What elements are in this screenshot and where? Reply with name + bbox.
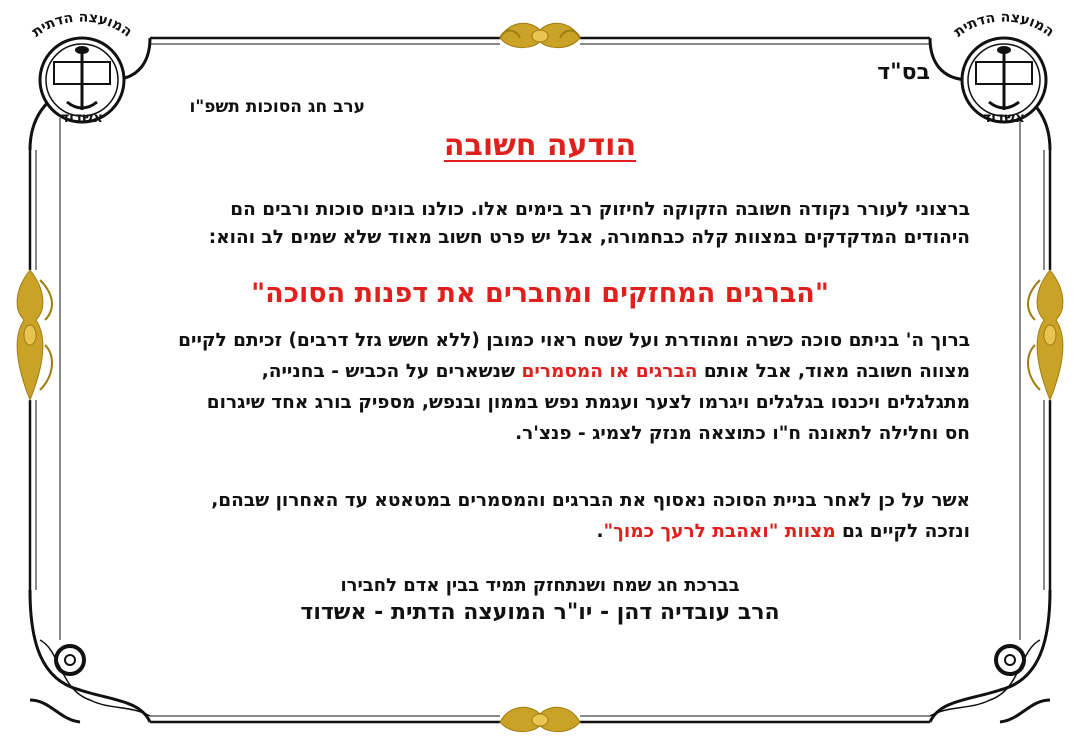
- religious-council-seal-icon: [934, 10, 1074, 130]
- intro-line: היהודים המדקדקים במצוות קלה כבחמורה, אבל יש פרט חשוב מאוד שלא שמים לב והוא:: [208, 227, 970, 248]
- svg-text:אשדוד: אשדוד: [982, 110, 1026, 126]
- body-text: שנשארים על הכביש - בחנייה,: [261, 361, 522, 382]
- body-line: מתגלגלים ויכנסו בגלגלים ויגרמו לצער ועגמת נפש בממון ובנפש, מספיק בורג אחד שיגרום: [206, 392, 970, 413]
- body-line: [110, 356, 970, 387]
- closing-text: ונזכה לקיים גם: [835, 521, 970, 542]
- seal-right: [934, 10, 1074, 130]
- svg-text:המועצה הדתית: המועצה הדתית: [951, 10, 1057, 41]
- closing-line: אשר על כן לאחר בניית הסוכה נאסוף את הברגים והמסמרים במטאטא עד האחרון שבהם,: [211, 490, 970, 511]
- blessing-line: בברכת חג שמח ושנתחזק תמיד בבין אדם לחבירו: [340, 575, 740, 596]
- page-title: הודעה חשובה: [443, 128, 637, 163]
- date-line: ערב חג הסוכות תשפ"ו: [189, 97, 365, 117]
- signature-line: הרב עובדיה דהן - יו"ר המועצה הדתית - אשדוד: [300, 600, 780, 625]
- svg-text:אשדוד: אשדוד: [60, 110, 104, 126]
- intro-line: ברצוני לעורר נקודה חשובה הזקוקה לחיזוק רב בימים אלו. כולנו בונים סוכות ורבים הם: [230, 199, 970, 220]
- body-line: חס וחלילה לתאונה ח"ו כתוצאה מנזק לצמיג - פנצ'ר.: [515, 423, 970, 444]
- body-paragraph: [110, 325, 970, 449]
- highlight-heading: "הברגים המחזקים ומחברים את דפנות הסוכה": [251, 278, 829, 309]
- religious-council-seal-icon: [12, 10, 152, 130]
- intro-paragraph: [110, 196, 970, 252]
- screws-highlight: הברגים או המסמרים: [521, 361, 698, 382]
- closing-paragraph: [110, 485, 970, 547]
- closing-line: [110, 516, 970, 547]
- mitzvah-highlight: מצוות "ואהבת לרעך כמוך": [603, 521, 836, 542]
- seal-left: [12, 10, 152, 130]
- bsd-mark: בס"ד: [877, 60, 930, 85]
- closing-text: .: [596, 521, 604, 542]
- body-line: ברוך ה' בניתם סוכה כשרה ומהודרת ועל שטח ראוי כמובן (ללא חשש גזל דרבים) זכיתם לקיים: [178, 330, 970, 351]
- svg-text:המועצה הדתית: המועצה הדתית: [29, 10, 135, 41]
- body-text: מצווה חשובה מאוד, אבל אותם: [697, 361, 970, 382]
